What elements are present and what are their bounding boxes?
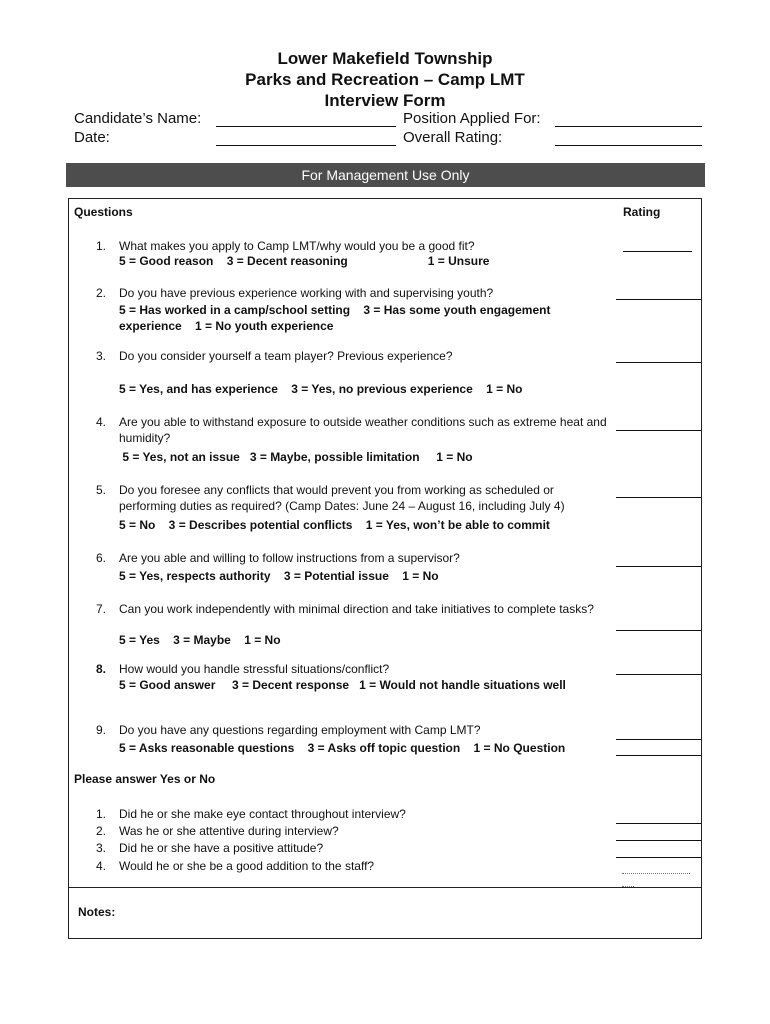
question-text: Do you foresee any conflicts that would prevent you from working as scheduled or performing duties as required? (Camp Dates: June 24 – August 16, including July 4) — [119, 483, 565, 513]
form-title-line-2: Parks and Recreation – Camp LMT — [245, 70, 525, 89]
rating-header: Rating — [623, 205, 661, 219]
question-criteria: 5 = Has worked in a camp/school setting 3 = Has some youth engagement experience 1 = No youth experience — [119, 303, 551, 333]
question-criteria: 5 = Asks reasonable questions 3 = Asks off topic question 1 = No Question — [119, 741, 566, 755]
yes-no-number: 2. — [95, 824, 106, 838]
overall-rating-label: Overall Rating: — [403, 129, 503, 146]
question-criteria: 5 = Yes, respects authority 3 = Potential issue 1 = No — [119, 569, 439, 583]
rating-line[interactable] — [616, 630, 701, 631]
question-number: 4. — [95, 415, 106, 429]
question-text: Can you work independently with minimal direction and take initiatives to complete tasks? — [119, 602, 594, 616]
question-number: 6. — [95, 551, 106, 565]
notes-label: Notes: — [78, 905, 116, 919]
position-label: Position Applied For: — [403, 110, 541, 127]
yes-no-answer-line-continuation — [622, 886, 634, 887]
question-text: Do you have any questions regarding employment with Camp LMT? — [119, 723, 481, 737]
yes-no-answer-line[interactable] — [622, 873, 690, 874]
yes-no-answer-line[interactable] — [616, 823, 701, 824]
form-title-line-1: Lower Makefield Township — [277, 49, 493, 68]
question-number: 2. — [95, 286, 106, 300]
yes-no-header: Please answer Yes or No — [74, 772, 216, 786]
yes-no-question: Would he or she be a good addition to the staff? — [119, 859, 375, 873]
question-number: 7. — [95, 602, 106, 616]
question-text: How would you handle stressful situations/conflict? — [119, 662, 390, 676]
question-criteria: 5 = No 3 = Describes potential conflicts 1 = Yes, won’t be able to commit — [119, 518, 550, 532]
yes-no-number: 4. — [95, 859, 106, 873]
question-number: 5. — [95, 483, 106, 497]
question-text: Are you able to withstand exposure to outside weather conditions such as extreme heat and humidity? — [119, 415, 607, 445]
candidate-name-line[interactable] — [216, 126, 396, 127]
questions-header: Questions — [74, 205, 133, 219]
date-line[interactable] — [216, 145, 396, 146]
form-title-line-3: Interview Form — [324, 91, 446, 110]
candidate-name-label: Candidate’s Name: — [74, 110, 202, 127]
overall-rating-line[interactable] — [555, 145, 702, 146]
date-label: Date: — [74, 129, 110, 146]
rating-line[interactable] — [616, 755, 701, 756]
question-number: 8. — [95, 662, 106, 676]
notes-divider — [68, 887, 702, 888]
question-number: 1. — [95, 239, 106, 253]
question-text: Are you able and willing to follow instructions from a supervisor? — [119, 551, 460, 565]
question-text: Do you consider yourself a team player? Previous experience? — [119, 349, 453, 363]
yes-no-number: 1. — [95, 807, 106, 821]
rating-line[interactable] — [616, 362, 701, 363]
rating-line[interactable] — [616, 299, 701, 300]
notes-field[interactable] — [130, 895, 695, 933]
management-use-banner: For Management Use Only — [66, 163, 705, 187]
yes-no-question: Did he or she have a positive attitude? — [119, 841, 324, 855]
position-line[interactable] — [555, 126, 702, 127]
question-criteria: 5 = Yes, and has experience 3 = Yes, no previous experience 1 = No — [119, 382, 523, 396]
question-number: 3. — [95, 349, 106, 363]
yes-no-question: Was he or she attentive during interview? — [119, 824, 339, 838]
question-number: 9. — [95, 723, 106, 737]
yes-no-answer-line[interactable] — [616, 840, 701, 841]
yes-no-number: 3. — [95, 841, 106, 855]
rating-line[interactable] — [616, 497, 701, 498]
rating-line[interactable] — [616, 566, 701, 567]
rating-line[interactable] — [616, 430, 701, 431]
rating-line[interactable] — [616, 739, 701, 740]
rating-line[interactable] — [623, 251, 692, 252]
question-text: What makes you apply to Camp LMT/why would you be a good fit? — [119, 239, 475, 253]
question-criteria: 5 = Yes 3 = Maybe 1 = No — [119, 633, 281, 647]
question-criteria: 5 = Yes, not an issue 3 = Maybe, possible limitation 1 = No — [119, 450, 473, 464]
yes-no-answer-line[interactable] — [616, 857, 701, 858]
yes-no-question: Did he or she make eye contact throughout interview? — [119, 807, 406, 821]
rating-line[interactable] — [616, 674, 701, 675]
question-criteria: 5 = Good answer 3 = Decent response 1 = Would not handle situations well — [119, 678, 566, 692]
question-criteria: 5 = Good reason 3 = Decent reasoning 1 = Unsure — [119, 254, 490, 268]
question-text: Do you have previous experience working with and supervising youth? — [119, 286, 494, 300]
